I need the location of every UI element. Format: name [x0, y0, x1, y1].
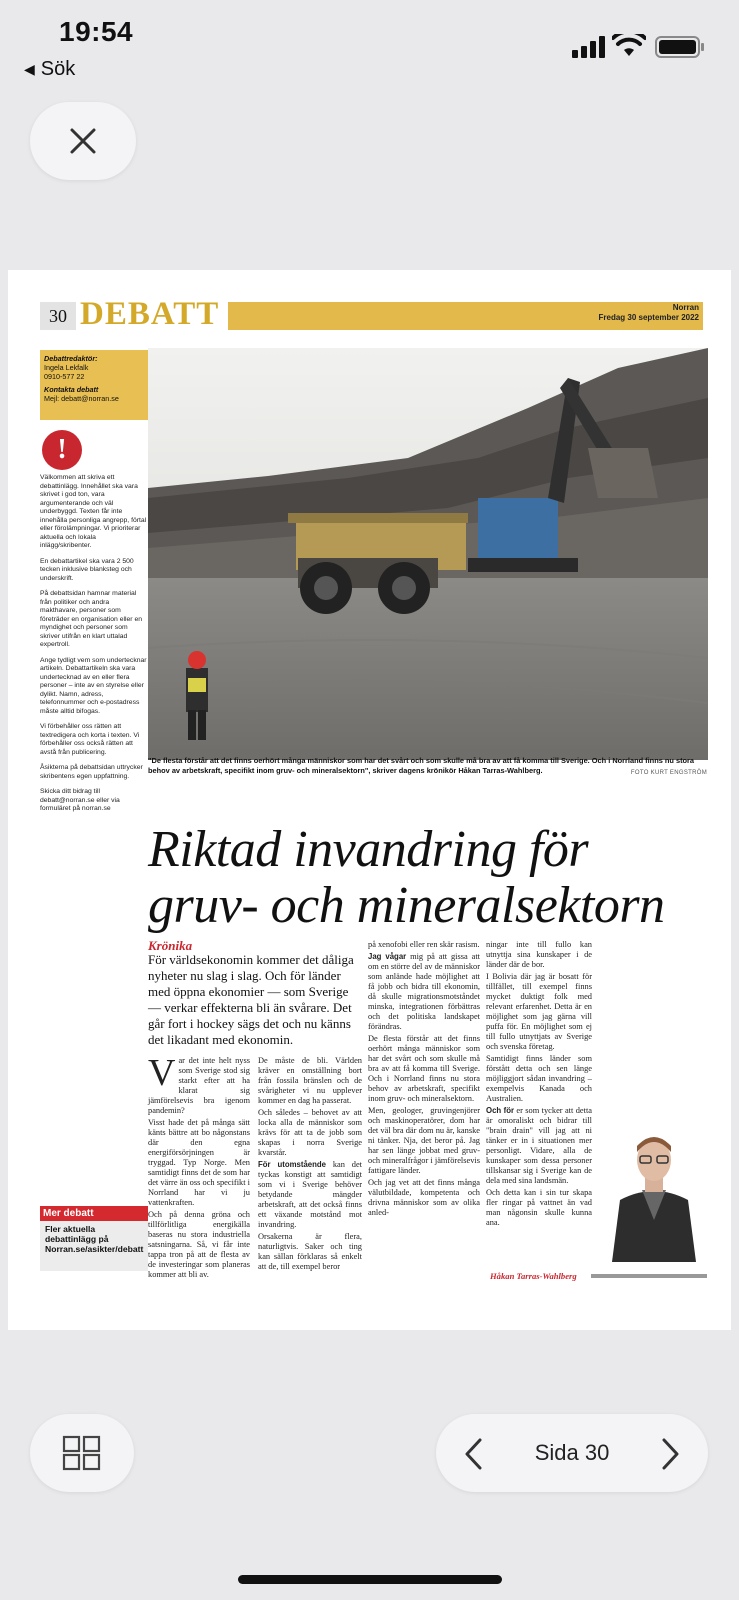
paragraph: Och jag vet att det finns många välutbildade, kompetenta och drivna människor som av olika anled-: [368, 1178, 480, 1217]
submission-guidelines: [40, 474, 148, 821]
guideline-paragraph: Åsikterna på debattsidan uttrycker skribentens egen uppfattning.: [40, 764, 143, 780]
article-kicker: Krönika: [148, 938, 193, 953]
guideline-paragraph: Vi förbehåller oss rätten att textredigera och korta i texten. Vi förbehåller oss också rätten att avstå från publicering.: [40, 723, 140, 756]
chevron-left-icon: [464, 1438, 484, 1470]
article-column-4: [486, 940, 592, 1230]
guideline-paragraph: På debattsidan hamnar material från politiker och andra makthavare, personer som företräder en organisation eller en myndighet och personer som skriver utifrån en klart uttalad expertroll.: [40, 590, 143, 648]
next-page-button[interactable]: [650, 1434, 690, 1474]
contact-email: Mejl: debatt@norran.se: [44, 394, 119, 403]
article-column-1: [148, 1052, 250, 1282]
article-column-3: [368, 940, 480, 1220]
more-debate-body: Fler aktuella debattinlägg på Norran.se/asikter/debatt: [40, 1221, 148, 1271]
paragraph: De flesta förstår att det finns oerhört många människor som har det svårt och som skulle må bra av att få komma till Sverige. Och i Norrland finns nu stora behov av arbetskraft, specifikt inom gruv- och mineralsektorn.: [368, 1034, 480, 1103]
editor-name: Ingela Lekfalk: [44, 363, 89, 372]
clock: 19:54: [59, 16, 134, 47]
close-icon: [69, 127, 97, 155]
article-ingress: För världsekonomin kommer det dåliga nyheter nu slag i slag. Och för länder med öppna ekonomier — som Sverige — verkar effekterna bli än svårare. Det går fort i hockey sägs det och nu känns det likadant med ekonomin.: [148, 952, 354, 1047]
page-indicator: Sida 30: [534, 1440, 610, 1465]
author-byline: Håkan Tarras-Wahlberg: [490, 1271, 577, 1281]
article-headline: Riktad invandring för gruv- och mineralsektorn: [148, 821, 665, 934]
paragraph: Men, geologer, gruvingenjörer och maskinoperatörer, dom har det väl bra där dom nu är, kanske ni tänker. Nja, det beror på. Jag har sen länge jobbat med gruv- och mineralfrågor i jämförelsevis fattigare länder.: [368, 1106, 480, 1175]
paragraph: kan det tyckas konstigt att samtidigt som vi i Sverige behöver betydande mängder arbetskraft, att det också finns ett växande motstånd mot invandring.: [258, 1160, 363, 1229]
page-number: 30: [40, 302, 76, 330]
section-title: DEBATT: [80, 296, 220, 332]
guideline-paragraph: Ange tydligt vem som undertecknar artikeln. Debattartikeln ska vara undertecknad av en eller flera personer – inte av en styrelse eller dylikt. Namn, adress, telefonnummer och e-postadress måste alltid bifogas.: [40, 656, 147, 715]
close-button[interactable]: [30, 102, 136, 180]
byline-rule: [591, 1274, 707, 1278]
paragraph: Orsakerna är flera, naturligtvis. Saker och ting kan sällan förklaras så enkelt att de, till exempel beror: [258, 1232, 362, 1271]
home-indicator[interactable]: [238, 1575, 502, 1584]
previous-page-button[interactable]: [454, 1434, 494, 1474]
page-grid-button[interactable]: [30, 1414, 134, 1492]
photo-caption: "De flesta förstår att det finns oerhört många människor som har det svårt och som skulle må bra av att få komma till Sverige. Och i Norrland finns nu stora behov av arbetskraft, specifikt inom gruv- och mineralsektorn", skriver dagens krönikör Håkan Tarras-Wahlberg.: [148, 756, 695, 775]
publication-info: [599, 303, 700, 323]
back-triangle-icon: ◀: [24, 61, 35, 77]
exclamation-icon: !: [42, 430, 82, 470]
back-to-search-link[interactable]: [24, 58, 75, 81]
editor-box: [40, 350, 148, 420]
publication-name: Norran: [672, 303, 699, 312]
editor-label: Debattredaktör:: [44, 354, 98, 363]
paragraph-lead: Jag vågar: [368, 952, 407, 961]
guideline-paragraph: En debattartikel ska vara 2 500 tecken inklusive blanksteg och underskrift.: [40, 557, 134, 582]
paragraph: Visst hade det på många sätt känts bättre att bo någonstans där den egna energiförsörjningen är tryggad. Typ Norge. Men samtidigt finns det de som har det värre än oss och specifikt i Norrland har vi ju vattenkraften.: [148, 1118, 250, 1207]
paragraph: Och således – behovet av att locka alla de människor som krävs för att ta de jobb som skapas i norra Sverige kvarstår.: [258, 1108, 362, 1157]
paragraph-lead: Och för: [486, 1106, 515, 1115]
publication-date: Fredag 30 september 2022: [598, 313, 699, 322]
page-navigator: [436, 1414, 708, 1492]
wifi-icon: [612, 34, 646, 58]
paragraph: er som tycker att detta är omoraliskt och bidrar till "brain drain" vill jag att ni tänker er in i situationen mer personligt. Vidare, alla de kunskaper som dessa personer tillskansar sig i Sverige kan de dela med sina landsmän.: [486, 1106, 592, 1185]
paragraph: Och på denna gröna och tillförlitliga energikälla baseras nu stora industriella satsningarna. Så, vi får inte tappa tron på att de flesta av de investeringar som planeras kommer att bli av.: [148, 1210, 250, 1279]
battery-icon: [655, 36, 705, 58]
guideline-paragraph: Skicka ditt bidrag till debatt@norran.se eller via formuläret på norran.se: [40, 788, 120, 812]
paragraph: I Bolivia där jag är bosatt för tillfället, till exempel finns mycket duktigt folk med relevant erfarenhet. Detta är en möjlighet som jag gärna vill puffa för. En möjlighet som ej till fullo utnyttjats av Sverige och svenska företag.: [486, 972, 592, 1051]
drop-cap: V: [148, 1052, 176, 1094]
grid-icon: [62, 1435, 102, 1471]
paragraph: Och detta kan i sin tur skapa fler ringar på vattnet än vad man någonsin skulle kunna ana.: [486, 1188, 592, 1227]
newspaper-page[interactable]: [8, 270, 731, 1330]
paragraph: ningar inte till fullo kan utnyttja sina kunskaper i de länder där de bor.: [486, 940, 592, 969]
article-column-2: [258, 1056, 362, 1274]
mine-photo: [148, 348, 708, 760]
chevron-right-icon: [660, 1438, 680, 1470]
author-portrait: [602, 1120, 706, 1262]
paragraph: på xenofobi eller ren skär rasism.: [368, 940, 480, 949]
photo-credit: FOTO KURT ENGSTRÖM: [630, 770, 707, 776]
more-debate-header: Mer debatt: [40, 1206, 148, 1221]
paragraph: mig på att gissa att om en större del av de människor som anlände hade möjlighet att få jobb och bidra till ekonomin, då skulle migrationsmotståndet minska, integrationen förbättras och det politiska landskapet förändras.: [368, 952, 480, 1031]
paragraph: Samtidigt finns länder som förstått detta och sen länge möjliggjort sådan invandring – exempelvis Kanada och Australien.: [486, 1054, 592, 1103]
paragraph: De måste de bli. Världen kräver en omställning bort från fossila bränslen och de svårigheter vi nu upplever kommer en dag ha passerat.: [258, 1056, 362, 1105]
back-label: Sök: [40, 58, 76, 80]
editor-phone: 0910-577 22: [44, 372, 85, 381]
paragraph: ar det inte helt nyss som Sverige stod sig starkt efter att ha klarat sig jämförelsevis bra igenom pandemin?: [148, 1056, 250, 1115]
paragraph-lead: För utomstående: [258, 1160, 326, 1169]
cellular-signal-icon: [572, 36, 608, 58]
guideline-paragraph: Välkommen att skriva ett debattinlägg. Innehållet ska vara skrivet i god ton, vara argumenterande och väl underbyggd. Texten får inte innehålla personliga angrepp, förtal eller förolämpningar. Vi prioriterar aktuella och lokala inlägg/skribenter.: [40, 474, 147, 549]
status-bar: [0, 0, 739, 80]
contact-label: Kontakta debatt: [44, 385, 99, 394]
